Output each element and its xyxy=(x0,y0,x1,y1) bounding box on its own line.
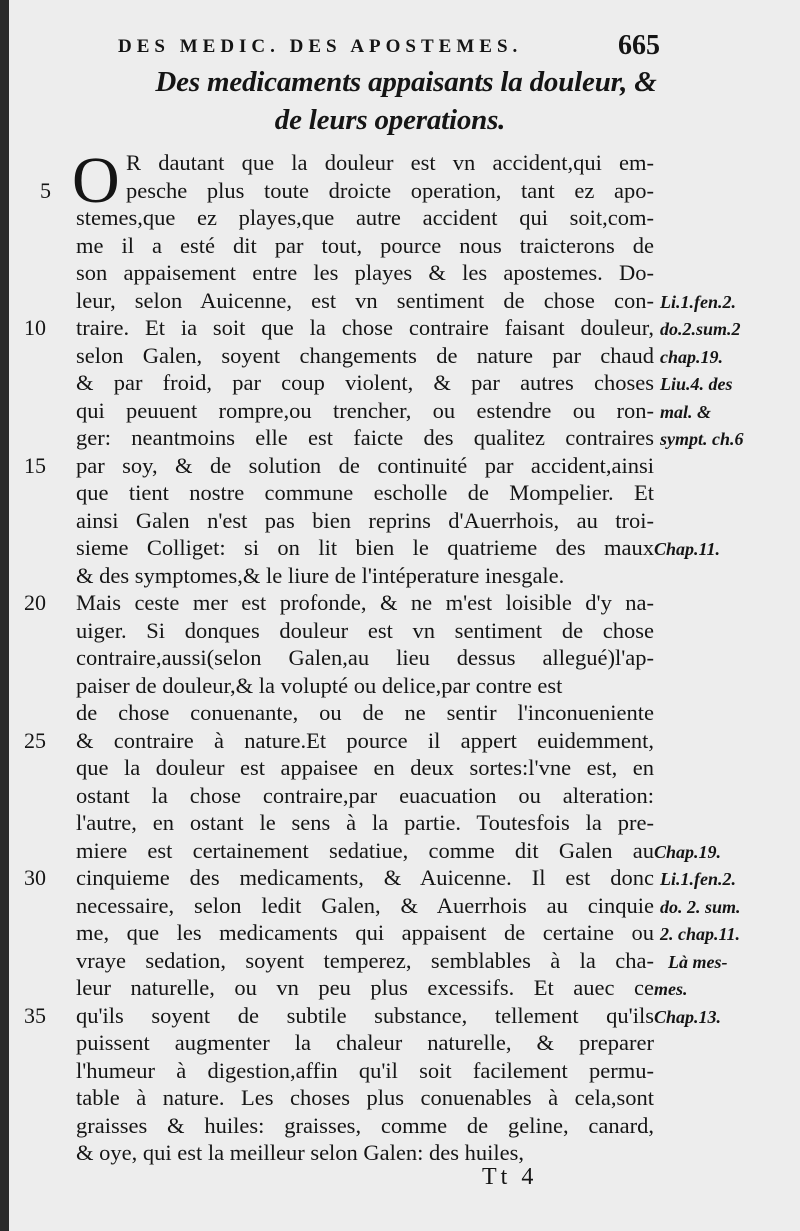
line-number: 15 xyxy=(24,452,46,478)
body-line: pesche plus toute droicte operation, tant ez apo- xyxy=(126,177,654,203)
margin-note: Chap.13. xyxy=(654,1006,722,1027)
margin-note: Chap.11. xyxy=(654,539,721,559)
body-line: necessaire, selon ledit Galen, & Auerrhois au cinquie xyxy=(76,892,654,918)
body-line: qui peuuent rompre,ou trencher, ou estendre ou ron- xyxy=(76,397,654,423)
margin-note: 2. chap.11. xyxy=(660,924,741,944)
body-line: par soy, & de solution de continuité par accident,ainsi xyxy=(76,452,654,478)
body-line: table à nature. Les choses plus conuenables à cela,sont xyxy=(76,1085,654,1110)
body-line: l'humeur à digestion,affin qu'il soit facilement permu- xyxy=(76,1057,654,1083)
body-line: Mais ceste mer est profonde, & ne m'est loisible d'y na- xyxy=(76,590,654,615)
body-line: uiger. Si donques douleur est vn sentiment de chose xyxy=(76,617,654,643)
margin-note: chap.19. xyxy=(660,346,723,367)
line-number: 20 xyxy=(24,590,46,615)
margin-note: Chap.19. xyxy=(654,841,722,862)
margin-note: Liu.4. des xyxy=(660,374,733,394)
drop-cap: O xyxy=(72,144,120,217)
margin-note: Là mes- xyxy=(668,951,728,972)
body-line: contraire,aussi(selon Galen,au lieu dessus allegué)l'ap- xyxy=(76,645,654,670)
body-line: leur, selon Auicenne, est vn sentiment de chose con- xyxy=(76,287,654,313)
page-gutter-shadow xyxy=(0,0,9,1231)
signature-mark: Tt 4 xyxy=(482,1164,538,1190)
body-line: vraye sedation, soyent temperez, semblables à la cha- xyxy=(76,947,654,973)
body-line: que tient nostre commune eschollе de Mompelier. Et xyxy=(76,480,654,505)
body-line: & oye, qui est la meilleur selon Galen: des huiles, xyxy=(76,1140,525,1165)
body-line: ger: neantmoins elle est faicte des qualitez contraires xyxy=(76,425,654,450)
body-line: paiser de douleur,& la volupté ou delice,par contre est xyxy=(76,672,563,698)
body-line: & des symptomes,& le liure de l'intéperature inesgale. xyxy=(76,562,565,588)
body-line: selon Galen, soyent changements de nature par chaud xyxy=(76,342,654,368)
body-line: son appaisement entre les playes & les apostemes. Do- xyxy=(76,260,654,285)
margin-note: do.2.sum.2 xyxy=(660,319,741,339)
body-line: l'autre, en ostant le sens à la partie. Toutesfois la pre- xyxy=(76,810,654,835)
line-number: 25 xyxy=(24,727,46,753)
body-line: & par froid, par coup violent, & par autres choses xyxy=(76,370,654,395)
body-line: & contraire à nature.Et pource il appert euidemment, xyxy=(76,727,654,753)
body-line: que la douleur est appaisee en deux sortes:l'vne est, en xyxy=(76,755,654,780)
body-line: R dautant que la douleur est vn accident,qui em- xyxy=(126,150,654,175)
body-line: traire. Et ia soit que la chose contraire faisant douleur, xyxy=(76,315,654,340)
body-line: leur naturelle, ou vn peu plus excessifs. Et auec ce xyxy=(76,975,654,1000)
chapter-title-line-2: de leurs operations. xyxy=(274,104,506,136)
body-line: ostant la chose contraire,par euacuation ou alteration: xyxy=(76,782,654,808)
body-line: me, que les medicaments qui appaisent de certaine ou xyxy=(76,920,654,945)
margin-note: mes. xyxy=(654,979,688,999)
body-line: me il a esté dit par tout, pource nous traicterons de xyxy=(76,232,654,258)
page-number: 665 xyxy=(618,30,660,61)
body-line: sieme Colliget: si on lit bien le quatrieme des maux xyxy=(76,535,654,560)
body-line: cinquieme des medicaments, & Auicenne. Il est donc xyxy=(76,865,654,890)
body-line: graisses & huiles: graisses, comme de geline, canard, xyxy=(76,1112,654,1138)
margin-note: do. 2. sum. xyxy=(660,896,741,917)
margin-note: mal. & xyxy=(660,401,712,422)
line-number: 5 xyxy=(40,177,51,203)
line-number: 35 xyxy=(24,1002,46,1028)
running-head: DES MEDIC. DES APOSTEMES. xyxy=(118,36,523,57)
margin-note: Li.1.fen.2. xyxy=(660,869,736,889)
margin-note: Li.1.fen.2. xyxy=(660,291,736,312)
body-line: ainsi Galen n'est pas bien reprins d'Auerrhois, au troi- xyxy=(76,507,654,533)
chapter-title-line-1: Des medicaments appaisants la douleur, & xyxy=(155,66,657,98)
body-line: puissent augmenter la chaleur naturelle, & preparer xyxy=(76,1030,654,1055)
line-number: 10 xyxy=(24,315,46,340)
body-line: qu'ils soyent de subtile substance, tellement qu'ils xyxy=(76,1002,654,1028)
body-line: miere est certainement sedatiue, comme dit Galen au xyxy=(76,837,654,863)
line-number: 30 xyxy=(24,865,46,890)
body-line: de chose conuenante, ou de ne sentir l'inconueniente xyxy=(76,700,654,725)
body-line: stemes,que ez playes,que autre accident qui soit,com- xyxy=(76,205,654,230)
margin-note: sympt. ch.6 xyxy=(660,429,744,449)
